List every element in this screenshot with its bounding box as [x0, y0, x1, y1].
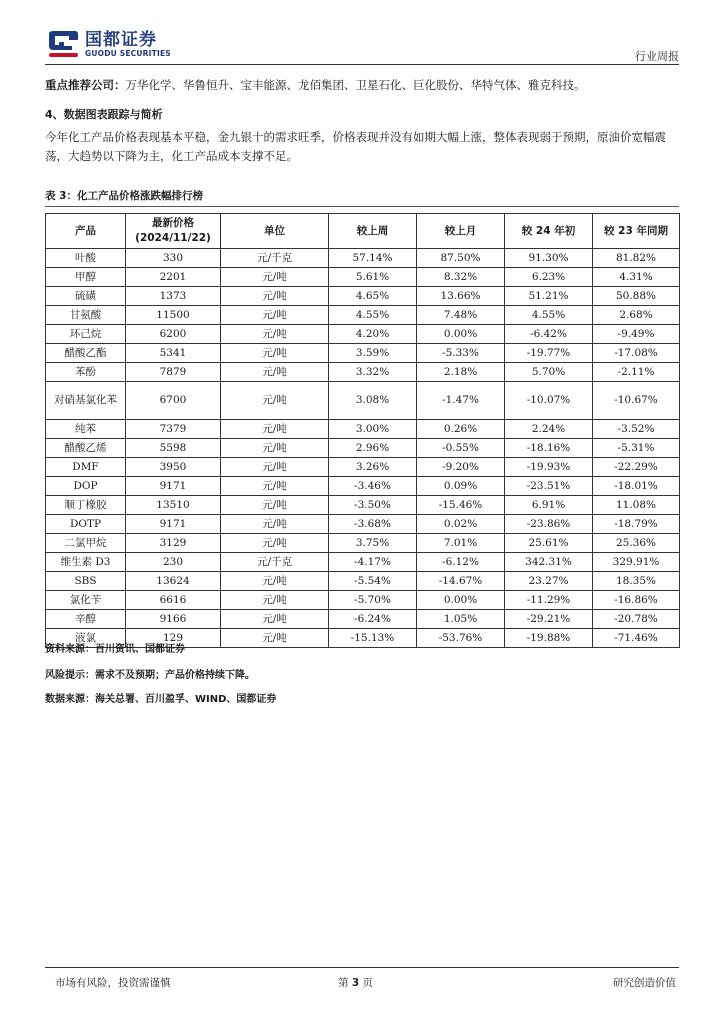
unit-cell: 元/吨	[221, 629, 329, 648]
page-header	[45, 30, 679, 66]
change-ytd-cell: -19.77%	[505, 344, 593, 363]
change-month-cell: 0.00%	[417, 591, 505, 610]
product-name-cell: 叶酸	[46, 249, 126, 268]
change-week-cell: -3.50%	[329, 496, 417, 515]
unit-cell: 元/吨	[221, 382, 329, 420]
change-week-cell: -5.54%	[329, 572, 417, 591]
change-ytd-cell: -23.86%	[505, 515, 593, 534]
product-name-cell: 苯酚	[46, 363, 126, 382]
latest-price-cell: 230	[126, 553, 221, 572]
header-vs-last-week: 较上周	[329, 214, 417, 249]
footer-divider	[45, 967, 679, 968]
change-ytd-cell: 342.31%	[505, 553, 593, 572]
change-ytd-cell: 51.21%	[505, 287, 593, 306]
change-week-cell: 4.20%	[329, 325, 417, 344]
table-header-row	[46, 214, 680, 249]
unit-cell: 元/吨	[221, 534, 329, 553]
latest-price-cell: 6616	[126, 591, 221, 610]
data-source-note: 数据来源：海关总署、百川盈孚、WIND、国都证券	[45, 694, 277, 705]
table-row	[46, 249, 680, 268]
unit-cell: 元/吨	[221, 439, 329, 458]
unit-cell: 元/吨	[221, 610, 329, 629]
product-name-cell: 维生素 D3	[46, 553, 126, 572]
table-row	[46, 496, 680, 515]
price-change-table	[45, 213, 680, 648]
unit-cell: 元/吨	[221, 591, 329, 610]
unit-cell: 元/千克	[221, 553, 329, 572]
unit-cell: 元/吨	[221, 344, 329, 363]
unit-cell: 元/吨	[221, 363, 329, 382]
unit-cell: 元/吨	[221, 420, 329, 439]
change-yoy-cell: -5.31%	[593, 439, 680, 458]
table-row	[46, 458, 680, 477]
table-row	[46, 325, 680, 344]
change-ytd-cell: 2.24%	[505, 420, 593, 439]
change-month-cell: 7.01%	[417, 534, 505, 553]
table-title: 表 3：化工产品价格涨跌幅排行榜	[45, 190, 203, 202]
unit-cell: 元/千克	[221, 249, 329, 268]
change-month-cell: 2.18%	[417, 363, 505, 382]
logo-english-text: GUODU SECURITIES	[85, 48, 171, 58]
unit-cell: 元/吨	[221, 306, 329, 325]
table-row	[46, 572, 680, 591]
change-week-cell: 3.59%	[329, 344, 417, 363]
product-name-cell: 液氯	[46, 629, 126, 648]
latest-price-cell: 9171	[126, 515, 221, 534]
change-yoy-cell: 11.08%	[593, 496, 680, 515]
change-month-cell: -14.67%	[417, 572, 505, 591]
change-week-cell: -4.17%	[329, 553, 417, 572]
change-month-cell: -1.47%	[417, 382, 505, 420]
unit-cell: 元/吨	[221, 458, 329, 477]
latest-price-cell: 13624	[126, 572, 221, 591]
product-name-cell: 甘氨酸	[46, 306, 126, 325]
product-name-cell: SBS	[46, 572, 126, 591]
change-yoy-cell: 50.88%	[593, 287, 680, 306]
change-month-cell: 0.26%	[417, 420, 505, 439]
change-month-cell: 0.09%	[417, 477, 505, 496]
change-yoy-cell: -3.52%	[593, 420, 680, 439]
table-row	[46, 610, 680, 629]
change-ytd-cell: -29.21%	[505, 610, 593, 629]
product-name-cell: 甲醇	[46, 268, 126, 287]
table-row	[46, 591, 680, 610]
unit-cell: 元/吨	[221, 496, 329, 515]
change-week-cell: 4.55%	[329, 306, 417, 325]
latest-price-cell: 7879	[126, 363, 221, 382]
change-week-cell: 3.32%	[329, 363, 417, 382]
change-yoy-cell: 25.36%	[593, 534, 680, 553]
change-month-cell: -5.33%	[417, 344, 505, 363]
change-ytd-cell: -18.16%	[505, 439, 593, 458]
header-vs-last-year: 较 23 年同期	[593, 214, 680, 249]
table-row	[46, 439, 680, 458]
change-week-cell: 3.26%	[329, 458, 417, 477]
section-body: 今年化工产品价格表现基本平稳，金九银十的需求旺季，价格表现并没有如期大幅上涨，整体表现弱于预期，原油价宽幅震荡，大趋势以下降为主，化工产品成本支撑不足。	[45, 130, 666, 163]
header-unit: 单位	[221, 214, 329, 249]
table-row	[46, 268, 680, 287]
latest-price-cell: 5598	[126, 439, 221, 458]
latest-price-cell: 9171	[126, 477, 221, 496]
change-yoy-cell: -71.46%	[593, 629, 680, 648]
change-month-cell: -0.55%	[417, 439, 505, 458]
change-ytd-cell: -10.07%	[505, 382, 593, 420]
change-week-cell: -3.68%	[329, 515, 417, 534]
latest-price-cell: 9166	[126, 610, 221, 629]
change-week-cell: -15.13%	[329, 629, 417, 648]
change-yoy-cell: -20.78%	[593, 610, 680, 629]
change-month-cell: 0.00%	[417, 325, 505, 344]
change-month-cell: 1.05%	[417, 610, 505, 629]
change-ytd-cell: 6.91%	[505, 496, 593, 515]
change-week-cell: 3.75%	[329, 534, 417, 553]
recommend-text: 万华化学、华鲁恒升、宝丰能源、龙佰集团、卫星石化、巨化股份、华特气体、雅克科技。	[125, 78, 586, 92]
change-week-cell: 3.00%	[329, 420, 417, 439]
change-month-cell: -53.76%	[417, 629, 505, 648]
unit-cell: 元/吨	[221, 477, 329, 496]
header-vs-year-start: 较 24 年初	[505, 214, 593, 249]
latest-price-cell: 6700	[126, 382, 221, 420]
latest-price-cell: 330	[126, 249, 221, 268]
footer-slogan: 研究创造价值	[613, 977, 676, 989]
header-vs-last-month: 较上月	[417, 214, 505, 249]
change-week-cell: -3.46%	[329, 477, 417, 496]
change-yoy-cell: -9.49%	[593, 325, 680, 344]
change-week-cell: 2.96%	[329, 439, 417, 458]
table-row	[46, 477, 680, 496]
guodu-logo-icon	[45, 30, 81, 58]
change-month-cell: -6.12%	[417, 553, 505, 572]
change-week-cell: 57.14%	[329, 249, 417, 268]
change-ytd-cell: 5.70%	[505, 363, 593, 382]
product-name-cell: 氯化苄	[46, 591, 126, 610]
report-type: 行业周报	[635, 50, 679, 63]
change-yoy-cell: 4.31%	[593, 268, 680, 287]
change-yoy-cell: 81.82%	[593, 249, 680, 268]
change-ytd-cell: -6.42%	[505, 325, 593, 344]
latest-price-cell: 3950	[126, 458, 221, 477]
latest-price-cell: 7379	[126, 420, 221, 439]
change-ytd-cell: 91.30%	[505, 249, 593, 268]
recommend-label: 重点推荐公司：	[45, 78, 126, 92]
latest-price-cell: 5341	[126, 344, 221, 363]
table-row	[46, 382, 680, 420]
product-name-cell: 硫磺	[46, 287, 126, 306]
footer-disclaimer: 市场有风险，投资需谨慎	[55, 977, 171, 989]
change-ytd-cell: 25.61%	[505, 534, 593, 553]
table-row	[46, 344, 680, 363]
table-title-divider	[45, 206, 679, 207]
unit-cell: 元/吨	[221, 515, 329, 534]
table-row	[46, 534, 680, 553]
change-month-cell: 8.32%	[417, 268, 505, 287]
table-row	[46, 515, 680, 534]
change-month-cell: 7.48%	[417, 306, 505, 325]
product-name-cell: 醋酸乙酯	[46, 344, 126, 363]
latest-price-cell: 1373	[126, 287, 221, 306]
change-ytd-cell: -19.88%	[505, 629, 593, 648]
product-name-cell: DMF	[46, 458, 126, 477]
product-name-cell: DOTP	[46, 515, 126, 534]
change-ytd-cell: 6.23%	[505, 268, 593, 287]
table-source-note: 资料来源：百川资讯、国都证券	[45, 644, 185, 655]
change-ytd-cell: 23.27%	[505, 572, 593, 591]
table-row	[46, 306, 680, 325]
table-row	[46, 287, 680, 306]
latest-price-cell: 13510	[126, 496, 221, 515]
change-yoy-cell: 329.91%	[593, 553, 680, 572]
change-yoy-cell: -18.79%	[593, 515, 680, 534]
change-week-cell: -6.24%	[329, 610, 417, 629]
latest-price-cell: 3129	[126, 534, 221, 553]
change-week-cell: 3.08%	[329, 382, 417, 420]
change-yoy-cell: 2.68%	[593, 306, 680, 325]
change-week-cell: 4.65%	[329, 287, 417, 306]
logo-chinese-text: 国都证券	[85, 29, 157, 50]
change-month-cell: 87.50%	[417, 249, 505, 268]
product-name-cell: 对硝基氯化苯	[46, 382, 126, 420]
product-name-cell: 顺丁橡胶	[46, 496, 126, 515]
product-name-cell: 醋酸乙烯	[46, 439, 126, 458]
change-ytd-cell: -23.51%	[505, 477, 593, 496]
unit-cell: 元/吨	[221, 572, 329, 591]
recommend-companies	[45, 76, 679, 95]
change-month-cell: 0.02%	[417, 515, 505, 534]
product-name-cell: 二氯甲烷	[46, 534, 126, 553]
change-yoy-cell: -10.67%	[593, 382, 680, 420]
header-divider	[45, 64, 679, 65]
latest-price-cell: 11500	[126, 306, 221, 325]
change-month-cell: -15.46%	[417, 496, 505, 515]
product-name-cell: 环己烷	[46, 325, 126, 344]
header-product: 产品	[46, 214, 126, 249]
risk-warning: 风险提示：需求不及预期；产品价格持续下降。	[45, 670, 255, 681]
change-ytd-cell: -19.93%	[505, 458, 593, 477]
change-yoy-cell: -2.11%	[593, 363, 680, 382]
change-yoy-cell: -16.86%	[593, 591, 680, 610]
change-yoy-cell: -17.08%	[593, 344, 680, 363]
product-name-cell: DOP	[46, 477, 126, 496]
company-logo	[45, 30, 171, 58]
page-number: 第 3 页	[338, 977, 373, 989]
unit-cell: 元/吨	[221, 287, 329, 306]
table-row	[46, 420, 680, 439]
section-title: 4、数据图表跟踪与简析	[45, 108, 163, 121]
change-week-cell: 5.61%	[329, 268, 417, 287]
latest-price-cell: 2201	[126, 268, 221, 287]
table-row	[46, 363, 680, 382]
change-yoy-cell: -22.29%	[593, 458, 680, 477]
product-name-cell: 辛醇	[46, 610, 126, 629]
unit-cell: 元/吨	[221, 325, 329, 344]
product-name-cell: 纯苯	[46, 420, 126, 439]
unit-cell: 元/吨	[221, 268, 329, 287]
header-latest-price: 最新价格 (2024/11/22)	[126, 214, 221, 249]
change-ytd-cell: -11.29%	[505, 591, 593, 610]
latest-price-cell: 6200	[126, 325, 221, 344]
table-row	[46, 553, 680, 572]
change-yoy-cell: -18.01%	[593, 477, 680, 496]
latest-price-cell: 129	[126, 629, 221, 648]
change-month-cell: -9.20%	[417, 458, 505, 477]
change-ytd-cell: 4.55%	[505, 306, 593, 325]
change-month-cell: 13.66%	[417, 287, 505, 306]
change-yoy-cell: 18.35%	[593, 572, 680, 591]
change-week-cell: -5.70%	[329, 591, 417, 610]
